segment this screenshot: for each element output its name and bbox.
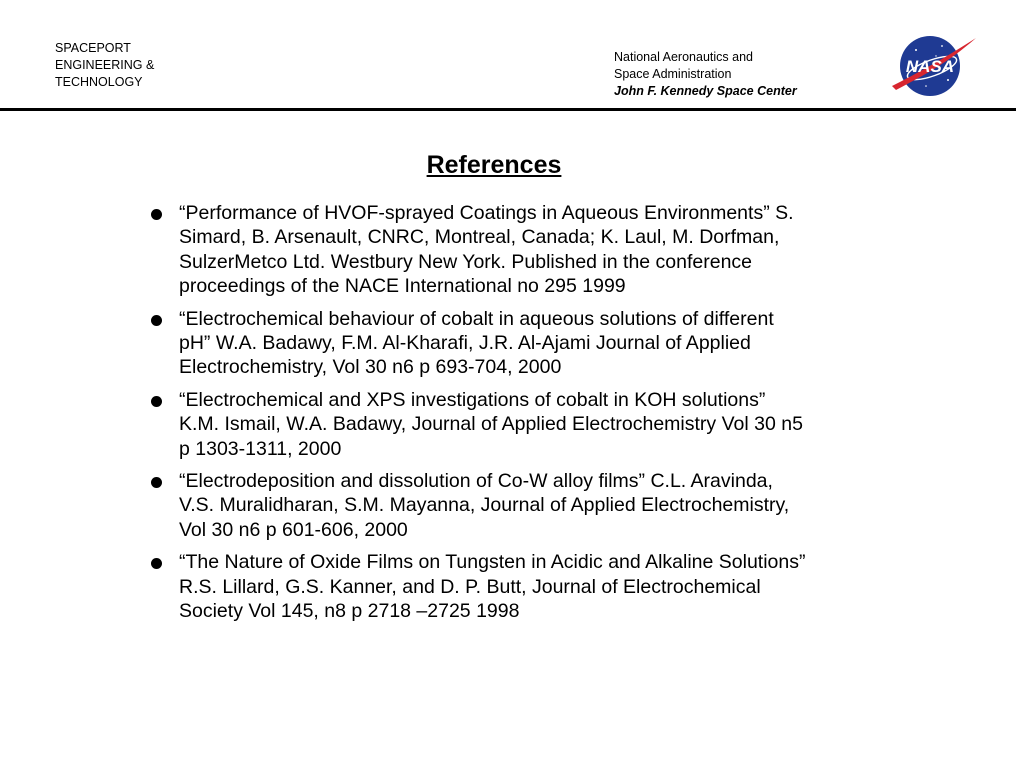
department-line: ENGINEERING & [55,58,155,72]
department-line: SPACEPORT [55,41,131,55]
reference-line: Society Vol 145, n8 p 2718 –2725 1998 [179,600,520,623]
reference-line: “Electrochemical behaviour of cobalt in aqueous solutions of different [179,307,774,330]
reference-line: V.S. Muralidharan, S.M. Mayanna, Journal of Applied Electrochemistry, [179,494,790,517]
bullet-icon [151,477,162,488]
bullet-icon [151,315,162,326]
agency-line: National Aeronautics and [614,50,753,64]
references-list [148,201,948,632]
bullet-icon [151,558,162,569]
department-label [55,40,154,91]
logo-wordmark: NASA [905,57,955,76]
bullet-icon [151,209,162,220]
nasa-logo-icon [886,34,978,98]
center-name: John F. Kennedy Space Center [614,84,797,98]
reference-line: R.S. Lillard, G.S. Kanner, and D. P. Butt, Journal of Electrochemical [179,575,761,598]
reference-line: “Performance of HVOF-sprayed Coatings in Aqueous Environments” S. [179,202,794,224]
page-title: References [426,151,562,179]
department-line: TECHNOLOGY [55,75,143,89]
reference-item [148,388,948,461]
reference-line: “Electrochemical and XPS investigations of cobalt in KOH solutions” [179,388,766,411]
agency-label [614,49,797,100]
reference-item [148,307,948,380]
reference-line: Simard, B. Arsenault, CNRC, Montreal, Canada; K. Laul, M. Dorfman, [179,226,780,249]
reference-line: p 1303-1311, 2000 [179,437,342,460]
reference-line: SulzerMetco Ltd. Westbury New York. Published in the conference [179,250,753,273]
bullet-icon [151,396,162,407]
reference-item [148,201,948,299]
reference-line: K.M. Ismail, W.A. Badawy, Journal of Applied Electrochemistry Vol 30 n5 [179,413,803,436]
reference-item [148,550,948,623]
header-divider [0,108,1016,111]
reference-line: “The Nature of Oxide Films on Tungsten in Acidic and Alkaline Solutions” [179,551,806,574]
reference-line: pH” W.A. Badawy, F.M. Al-Kharafi, J.R. Al-Ajami Journal of Applied [179,332,751,355]
agency-line: Space Administration [614,67,732,81]
reference-line: proceedings of the NACE International no 295 1999 [179,275,626,298]
reference-line: Electrochemistry, Vol 30 n6 p 693-704, 2000 [179,356,562,379]
reference-item [148,469,948,542]
reference-line: “Electrodeposition and dissolution of Co-W alloy films” C.L. Aravinda, [179,470,773,493]
reference-line: Vol 30 n6 p 601-606, 2000 [179,518,408,541]
